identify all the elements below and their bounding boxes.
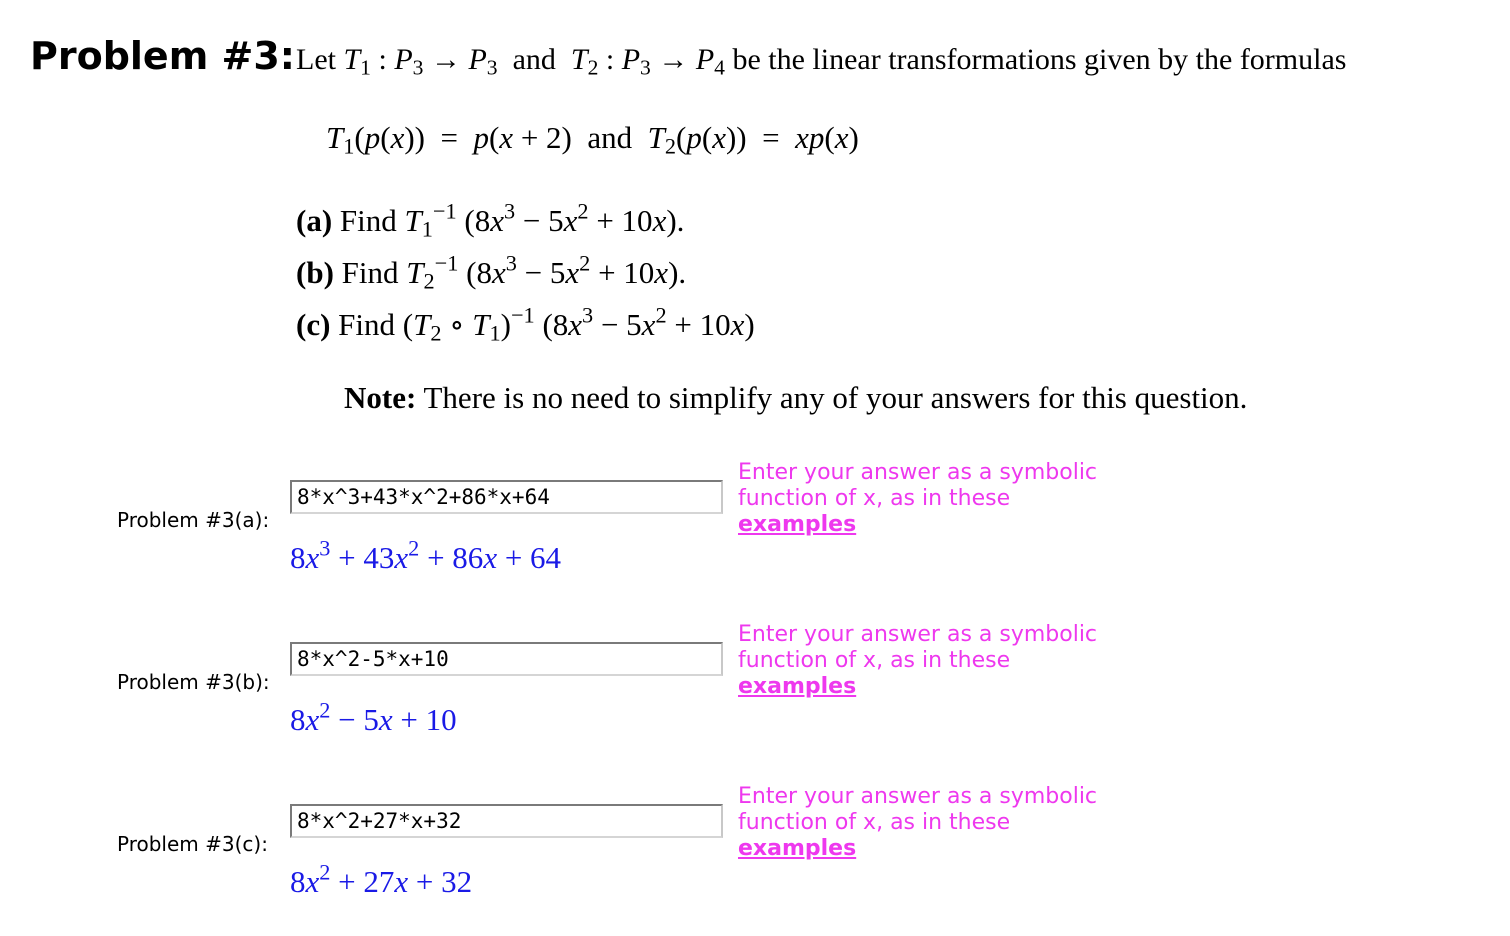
- problem-intro: [296, 43, 1347, 80]
- answer-a-hint-line2: function of x, as in these: [738, 486, 1011, 511]
- part-b-math: $T_2^{-1}$ $(8x^3 - 5x^2 + 10x)$.: [406, 250, 687, 294]
- answer-a-hint: [738, 460, 1097, 538]
- part-a-label: (a): [296, 203, 333, 238]
- part-b: [296, 250, 687, 294]
- part-a-math: $T_1^{-1}$ $(8x^3 - 5x^2 + 10x)$.: [404, 198, 685, 242]
- answer-a-hint-line1: Enter your answer as a symbolic: [738, 460, 1098, 485]
- intro-tail-text: be the linear transformations given by the formulas: [732, 43, 1347, 76]
- formula-t2: $T_2(p(x)) = xp(x)$: [647, 120, 859, 159]
- transformation-formulas: [326, 120, 859, 159]
- transformation-t2-math: $T_2$ : $P_3 \to P_4$: [570, 43, 725, 80]
- answer-b-preview: $8x^2 - 5x + 10$: [290, 697, 457, 737]
- answer-b-hint-line1: Enter your answer as a symbolic: [738, 622, 1098, 647]
- note: [344, 380, 1247, 416]
- answer-a-input[interactable]: [290, 480, 723, 514]
- answer-c-input[interactable]: [290, 804, 723, 838]
- answer-b-label: Problem #3(b):: [117, 670, 270, 694]
- part-b-label: (b): [296, 255, 334, 290]
- part-c-label: (c): [296, 307, 331, 342]
- formula-and-text: and: [587, 120, 633, 155]
- answer-a-preview: $8x^3 + 43x^2 + 86x + 64$: [290, 535, 562, 575]
- part-a-find: Find: [339, 203, 397, 238]
- problem-title: Problem #3:: [30, 34, 295, 78]
- part-b-find: Find: [341, 255, 399, 290]
- note-label: Note:: [344, 380, 417, 415]
- answer-c-hint-line1: Enter your answer as a symbolic: [738, 784, 1098, 809]
- answer-a-examples-link[interactable]: examples: [738, 512, 857, 537]
- part-c-find: Find: [338, 307, 396, 342]
- note-text: There is no need to simplify any of your answers for this question.: [423, 380, 1248, 415]
- answer-c-hint: [738, 784, 1097, 862]
- formula-t1: $T_1(p(x)) = p(x + 2)$: [326, 120, 572, 159]
- part-c-math: ($T_2$ ∘ $T_1)^{-1}$ $(8x^3 - 5x^2 + 10x)$: [402, 302, 755, 346]
- answer-c-preview: $8x^2 + 27x + 32$: [290, 859, 473, 899]
- answer-b-input[interactable]: [290, 642, 723, 676]
- answer-c-label: Problem #3(c):: [117, 832, 268, 856]
- transformation-t1-math: $T_1$ : $P_3 \to P_3$: [343, 43, 498, 80]
- part-a: [296, 198, 685, 242]
- answer-c-hint-line2: function of x, as in these: [738, 810, 1011, 835]
- intro-and-text: and: [512, 43, 556, 76]
- part-c: [296, 302, 755, 346]
- answer-a-label: Problem #3(a):: [117, 508, 270, 532]
- answer-b-examples-link[interactable]: examples: [738, 674, 857, 699]
- answer-b-hint-line2: function of x, as in these: [738, 648, 1011, 673]
- intro-let-text: Let: [296, 43, 336, 76]
- answer-c-examples-link[interactable]: examples: [738, 836, 857, 861]
- answer-b-hint: [738, 622, 1097, 700]
